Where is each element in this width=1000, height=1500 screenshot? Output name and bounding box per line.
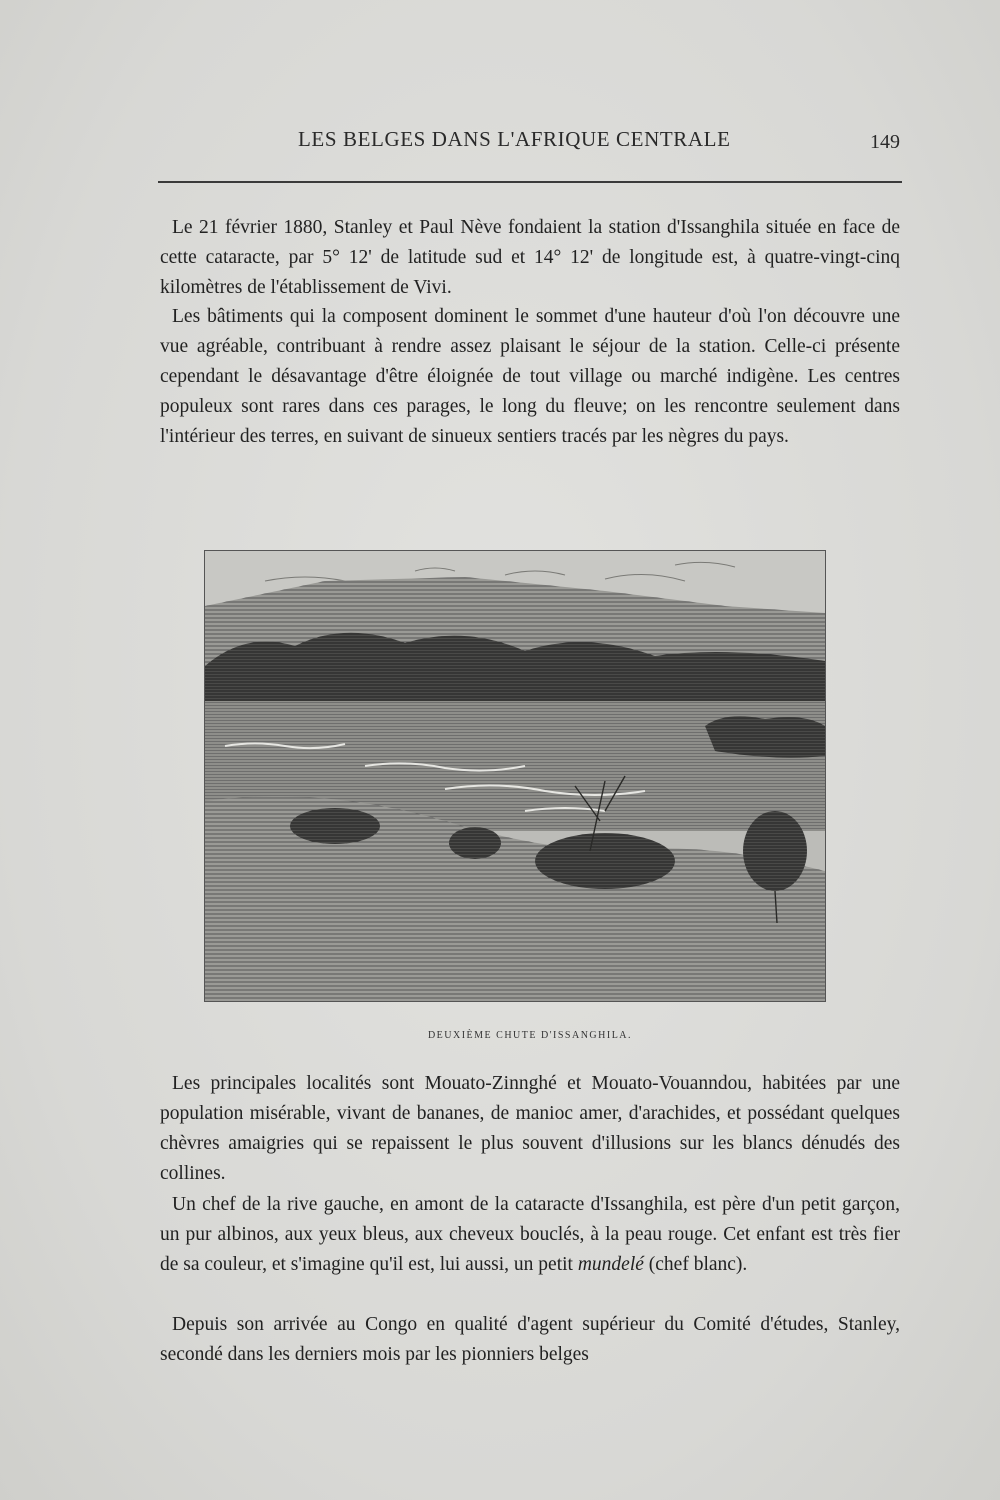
paragraph-4-italic: mundelé	[577, 1254, 644, 1275]
paragraph-4	[160, 1190, 900, 1280]
running-head	[160, 127, 900, 157]
engraving-illustration	[204, 550, 826, 1002]
running-title: LES BELGES DANS L'AFRIQUE CENTRALE	[298, 127, 731, 151]
header-rule	[158, 181, 902, 183]
paragraph-1: Le 21 février 1880, Stanley et Paul Nève fondaient la station d'Issanghila située en face de cette cataracte, par 5° 12' de latitude sud et 14° 12' de longitude est, à quatre-vingt-cinq kilomètres de l'établissement de Vivi.	[160, 217, 900, 298]
paragraph-3: Les principales localités sont Mouato-Zinnghé et Mouato-Vouanndou, habitées par une population misérable, vivant de bananes, de manioc amer, d'arachides, et possédant quelques chèvres amaigries qui se repaissent le plus souvent d'illusions sur les blancs dénudés des collines.	[160, 1073, 900, 1184]
paragraph-4-text-a: Un chef de la rive gauche, en amont de la cataracte d'Issanghila, est père d'un petit garçon, un pur albinos, aux yeux bleus, aux cheveux bouclés, à la peau rouge. Cet enfant est très fier de sa couleur, et s'imagine qu'il est, lui aussi, un petit	[160, 1194, 900, 1275]
figure-caption: DEUXIÈME CHUTE D'ISSANGHILA.	[427, 1030, 633, 1041]
paragraph-2: Les bâtiments qui la composent dominent le sommet d'une hauteur d'où l'on découvre une vue agréable, contribuant à rendre assez plaisant le séjour de la station. Celle-ci présente cependant le désavantage d'être éloignée de tout village ou marché indigène. Les centres populeux sont rares dans ces parages, le long du fleuve; on les rencontre seulement dans l'intérieur des terres, en suivant de sinueux sentiers tracés par les nègres du pays.	[160, 306, 900, 447]
page-number: 149	[870, 131, 900, 153]
paragraph-4-text-b: (chef blanc).	[643, 1254, 748, 1275]
river-landscape-engraving	[205, 551, 825, 1001]
paragraph-5: Depuis son arrivée au Congo en qualité d'agent supérieur du Comité d'études, Stanley, secondé dans les derniers mois par les pionniers belges	[160, 1314, 900, 1365]
